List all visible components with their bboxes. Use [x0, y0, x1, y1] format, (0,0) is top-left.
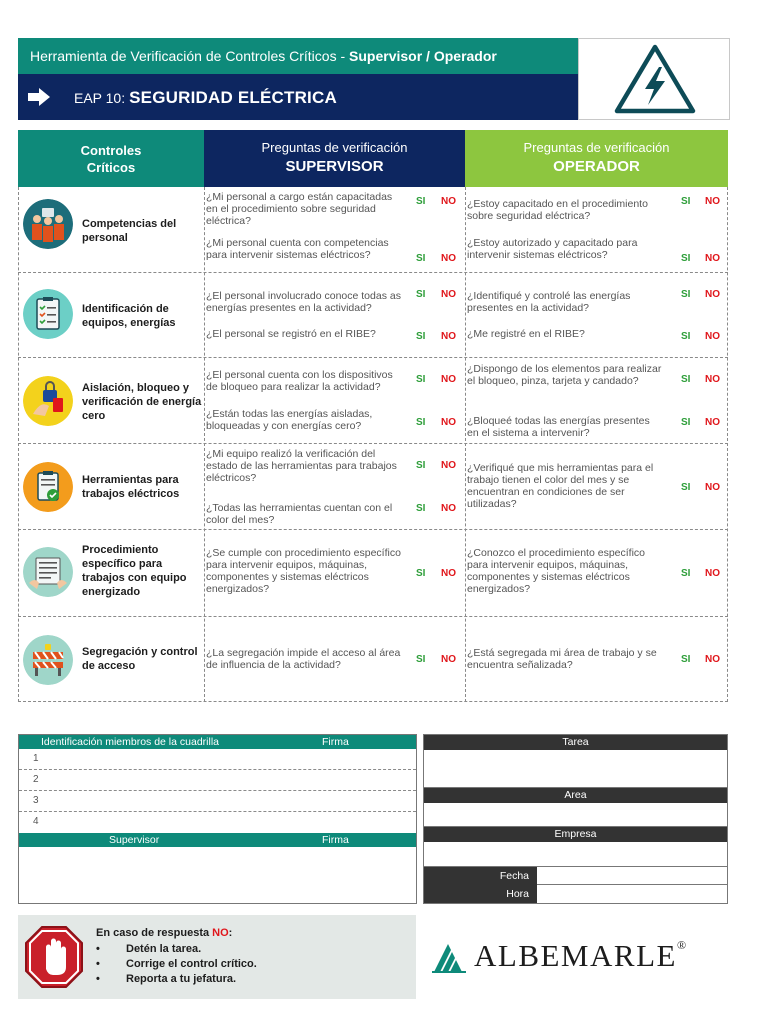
- crew-row-number: 3: [33, 795, 39, 806]
- control-row-procedimiento: [18, 530, 728, 617]
- no-option[interactable]: NO: [705, 568, 720, 579]
- crew-members-header: Identificación miembros de la cuadrilla: [41, 736, 220, 748]
- operator-column-header: [465, 130, 728, 187]
- no-option[interactable]: NO: [705, 417, 720, 428]
- no-option[interactable]: NO: [705, 654, 720, 665]
- supervisor-label: Supervisor: [109, 834, 160, 846]
- supervisor-signature-field[interactable]: [19, 847, 416, 903]
- no-option[interactable]: NO: [705, 289, 720, 300]
- albemarle-logo: [432, 936, 732, 976]
- no-option[interactable]: NO: [441, 253, 456, 264]
- control-name: Procedimiento específico para trabajos con equipo energizado: [82, 544, 187, 598]
- alert-intro: En caso de respuesta: [96, 927, 213, 939]
- yes-option[interactable]: SI: [416, 374, 426, 385]
- no-option[interactable]: NO: [441, 503, 456, 514]
- control-name: Aislación, bloqueo y verificación de energía cero: [82, 382, 202, 422]
- crew-table-header: [19, 735, 416, 749]
- yes-option[interactable]: SI: [416, 196, 426, 207]
- no-option[interactable]: NO: [705, 374, 720, 385]
- crew-table: [18, 734, 417, 904]
- time-field[interactable]: [537, 885, 727, 903]
- company-header: Empresa: [424, 827, 727, 842]
- yes-option[interactable]: SI: [416, 253, 426, 264]
- controls-header-line2: Críticos: [86, 160, 136, 175]
- lockout-icon: [23, 376, 73, 426]
- operator-question: ¿Conozco el procedimiento específico para intervenir equipos, máquinas, componentes y sistemas eléctricos energizados?: [467, 547, 646, 595]
- no-option[interactable]: NO: [441, 289, 456, 300]
- crew-row-number: 4: [33, 816, 39, 827]
- crew-signature-header: Firma: [322, 736, 349, 748]
- no-option[interactable]: NO: [441, 417, 456, 428]
- no-option[interactable]: NO: [441, 654, 456, 665]
- tool-title-roles: Supervisor / Operador: [349, 48, 497, 64]
- no-answer-alert: [18, 915, 416, 999]
- operator-question: ¿Dispongo de los elementos para realizar el bloqueo, pinza, tarjeta y candado?: [467, 363, 662, 387]
- alert-step: • Reporta a tu jefatura.: [96, 972, 257, 987]
- crew-row-number: 1: [33, 753, 39, 764]
- no-option[interactable]: NO: [705, 253, 720, 264]
- crew-row[interactable]: [19, 749, 416, 770]
- operator-header-line1: Preguntas de verificación: [523, 140, 670, 155]
- alert-colon: :: [228, 927, 233, 939]
- arrow-right-icon: [28, 88, 50, 106]
- time-label: Hora: [424, 885, 537, 903]
- operator-question: ¿Identifiqué y controlé las energías presentes en la actividad?: [467, 290, 631, 314]
- date-field[interactable]: [537, 867, 727, 885]
- control-row-identificacion: [18, 273, 728, 358]
- area-header: Area: [424, 788, 727, 803]
- yes-option[interactable]: SI: [681, 289, 691, 300]
- yes-option[interactable]: SI: [681, 417, 691, 428]
- operator-question: ¿Me registré en el RIBE?: [467, 328, 585, 340]
- procedure-document-icon: [23, 547, 73, 597]
- supervisor-question: ¿El personal cuenta con los dispositivos de bloqueo para realizar la actividad?: [206, 369, 393, 393]
- supervisor-question: ¿El personal se registró en el RIBE?: [206, 328, 376, 340]
- albemarle-mark-icon: [432, 940, 470, 974]
- alert-no-word: NO: [212, 927, 229, 939]
- yes-option[interactable]: SI: [681, 253, 691, 264]
- crew-row-number: 2: [33, 774, 39, 785]
- eap-label: EAP 10:: [74, 90, 126, 106]
- workers-icon: [23, 199, 73, 249]
- no-option[interactable]: NO: [705, 482, 720, 493]
- yes-option[interactable]: SI: [416, 654, 426, 665]
- yes-option[interactable]: SI: [416, 289, 426, 300]
- eap-title: SEGURIDAD ELÉCTRICA: [129, 88, 337, 107]
- area-field[interactable]: [424, 803, 727, 827]
- operator-question: ¿Está segregada mi área de trabajo y se encuentra señalizada?: [467, 647, 657, 671]
- alert-step: • Detén la tarea.: [96, 942, 257, 957]
- no-option[interactable]: NO: [441, 196, 456, 207]
- supervisor-question: ¿El personal involucrado conoce todas as energías presentes en la actividad?: [206, 290, 401, 314]
- yes-option[interactable]: SI: [416, 417, 426, 428]
- company-field[interactable]: [424, 842, 727, 867]
- control-name: Segregación y control de acceso: [82, 646, 198, 672]
- yes-option[interactable]: SI: [416, 568, 426, 579]
- yes-option[interactable]: SI: [681, 568, 691, 579]
- alert-step: • Corrige el control crítico.: [96, 957, 257, 972]
- tool-title-bar: [18, 38, 578, 74]
- supervisor-signature-label: Firma: [322, 834, 349, 846]
- date-label: Fecha: [424, 867, 537, 885]
- supervisor-question: ¿Se cumple con procedimiento específico para intervenir equipos, máquinas, componentes y sistemas eléctricos energizados?: [206, 547, 401, 595]
- eap-heading: [74, 88, 337, 108]
- yes-option[interactable]: SI: [681, 654, 691, 665]
- supervisor-header-line2: SUPERVISOR: [285, 158, 384, 175]
- no-option[interactable]: NO: [441, 374, 456, 385]
- task-table: [423, 734, 728, 904]
- operator-question: ¿Verifiqué que mis herramientas para el trabajo tienen el color del mes y se encuentran en condiciones de ser utilizadas?: [467, 462, 654, 510]
- operator-question: ¿Estoy autorizado y capacitado para intervenir sistemas eléctricos?: [467, 237, 638, 261]
- crew-row[interactable]: [19, 791, 416, 812]
- yes-option[interactable]: SI: [416, 460, 426, 471]
- supervisor-question: ¿Todas las herramientas cuentan con el color del mes?: [206, 502, 393, 526]
- barrier-icon: [23, 635, 73, 685]
- tool-title-prefix: Herramienta de Verificación de Controles Críticos -: [30, 48, 350, 64]
- supervisor-question: ¿Mi personal cuenta con competencias para intervenir sistemas eléctricos?: [206, 237, 389, 261]
- supervisor-header-line1: Preguntas de verificación: [261, 140, 408, 155]
- control-name: Competencias del personal: [82, 218, 177, 244]
- controls-header-line1: Controles: [80, 143, 142, 158]
- supervisor-question: ¿Mi personal a cargo están capacitadas en el procedimiento sobre seguridad eléctrica?: [206, 191, 393, 227]
- brand-name: [474, 938, 686, 974]
- supervisor-signature-header: [19, 833, 416, 847]
- control-row-aislacion: [18, 358, 728, 444]
- crew-row[interactable]: [19, 812, 416, 833]
- brand-wordmark: ALBEMARLE: [474, 938, 677, 973]
- no-option[interactable]: NO: [705, 331, 720, 342]
- registered-mark: ®: [676, 938, 687, 952]
- alert-title: [96, 927, 232, 939]
- control-row-segregacion: [18, 617, 728, 702]
- operator-header-line2: OPERADOR: [553, 158, 640, 175]
- no-option[interactable]: NO: [441, 568, 456, 579]
- control-row-competencias: [18, 187, 728, 273]
- supervisor-question: ¿La segregación impide el acceso al área de influencia de la actividad?: [206, 647, 401, 671]
- clipboard-check-icon: [23, 462, 73, 512]
- no-option[interactable]: NO: [441, 331, 456, 342]
- electrical-hazard-panel: [578, 38, 730, 120]
- control-row-herramientas: [18, 444, 728, 530]
- supervisor-question: ¿Están todas las energías aisladas, bloqueadas y con energías cero?: [206, 408, 373, 432]
- alert-steps: [96, 942, 257, 987]
- supervisor-column-header: [204, 130, 465, 187]
- operator-question: ¿Estoy capacitado en el procedimiento sobre seguridad eléctrica?: [467, 198, 648, 222]
- yes-option[interactable]: SI: [681, 374, 691, 385]
- yes-option[interactable]: SI: [681, 196, 691, 207]
- yes-option[interactable]: SI: [681, 482, 691, 493]
- eap-title-bar: [18, 74, 578, 120]
- task-header: Tarea: [424, 735, 727, 750]
- control-name: Herramientas para trabajos eléctricos: [82, 474, 180, 500]
- crew-row[interactable]: [19, 770, 416, 791]
- no-option[interactable]: NO: [705, 196, 720, 207]
- checklist-icon: [23, 289, 73, 339]
- electrical-hazard-triangle-icon: [613, 43, 697, 115]
- no-option[interactable]: NO: [441, 460, 456, 471]
- yes-option[interactable]: SI: [416, 503, 426, 514]
- yes-option[interactable]: SI: [416, 331, 426, 342]
- controls-column-header: [18, 130, 204, 187]
- yes-option[interactable]: SI: [681, 331, 691, 342]
- stop-hand-icon: [24, 925, 84, 989]
- control-name: Identificación de equipos, energías: [82, 303, 176, 329]
- operator-question: ¿Bloqueé todas las energías presentes en el sistema a intervenir?: [467, 415, 650, 439]
- supervisor-question: ¿Mi equipo realizó la verificación del estado de las herramientas para trabajos eléctricos?: [206, 448, 397, 484]
- task-field[interactable]: [424, 750, 727, 788]
